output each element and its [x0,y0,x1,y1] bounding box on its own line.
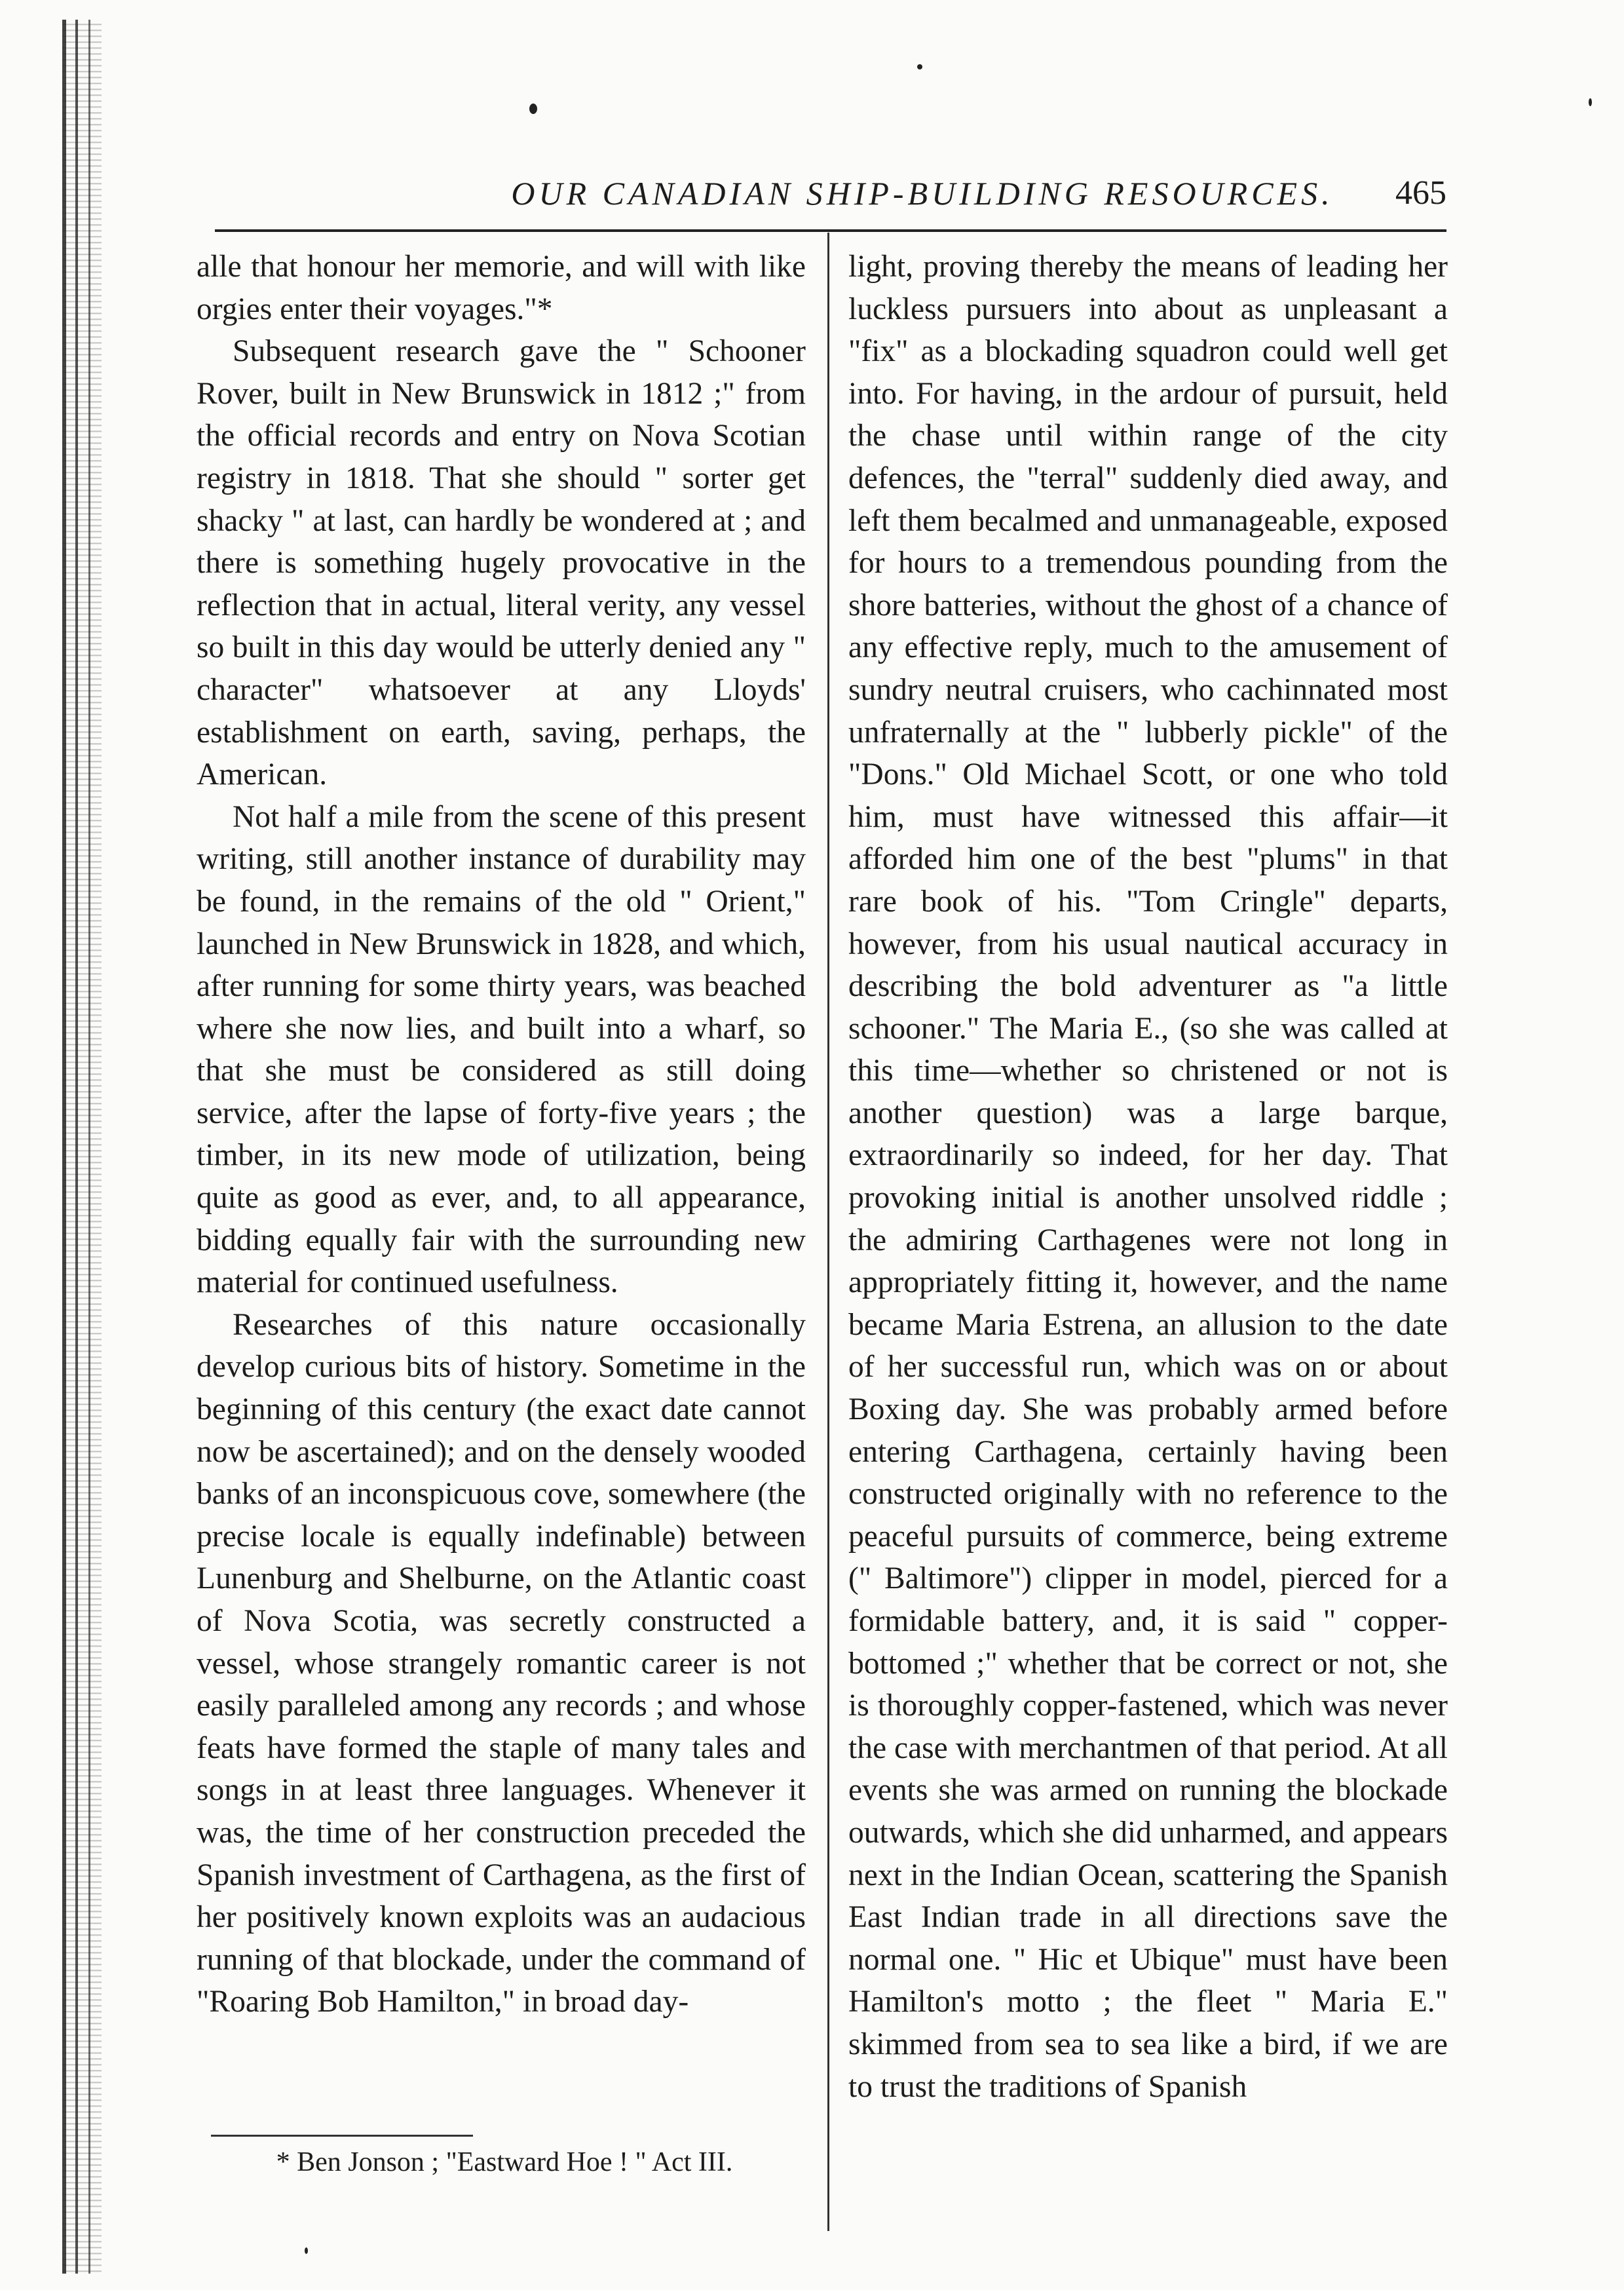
footnote-rule [211,2135,473,2137]
ink-speck [305,2247,308,2254]
ink-speck [917,64,922,69]
left-column [197,246,806,2023]
page-header [215,167,1446,219]
page-number: 465 [1395,174,1446,212]
running-title: OUR CANADIAN SHIP-BUILDING RESOURCES. [511,175,1334,212]
paragraph: Researches of this nature occasionally develop curious bits of history. Sometime in the beginning of this century (the exact date cannot now be ascertained); and on the densely wooded banks of an inconspicuous cove, somewhere (the precise locale is equally indefinable) between Lunenburg and Shelburne, on the Atlantic coast of Nova Scotia, was secretly constructed a vessel, whose strangely romantic career is not easily paralleled among any records ; and whose feats have formed the staple of many tales and songs in at least three languages. Whenever it was, the time of her construction preceded the Spanish investment of Carthagena, as the first of her positively known exploits was an audacious running of that blockade, under the command of "Roaring Bob Hamilton," in broad day- [197,1307,806,2019]
right-column [848,246,1448,2108]
footnote: * Ben Jonson ; "Eastward Hoe ! " Act III. [276,2147,733,2177]
paragraph: alle that honour her memorie, and will with like orgies enter their voyages."* [197,250,806,326]
book-binding-edge [62,20,102,2274]
paragraph: Subsequent research gave the " Schooner Rover, built in New Brunswick in 1812 ;" from the official records and entry on Nova Scotian registry in 1818. That she should " sorter get shacky " at last, can hardly be wondered at ; and there is something hugely provocative in the reflection that in actual, literal verity, any vessel so built in this day would be utterly denied any " character" whatsoever at any Lloyds' establishment on earth, saving, perhaps, the American. [197,334,806,792]
ink-speck [1589,98,1592,106]
ink-speck [529,104,537,114]
header-rule [215,229,1446,232]
column-divider [827,233,829,2231]
paragraph: Not half a mile from the scene of this present writing, still another instance of durability may be found, in the remains of the old " Orient," launched in New Brunswick in 1828, and which, after running for some thirty years, was beached where she now lies, and built into a wharf, so that she must be considered as still doing service, after the lapse of forty-five years ; the timber, in its new mode of utilization, being quite as good as ever, and, to all appearance, bidding equally fair with the surrounding new material for continued usefulness. [197,799,806,1300]
paragraph: light, proving thereby the means of leading her luckless pursuers into about as unpleasant a "fix" as a blockading squadron could well get into. For having, in the ardour of pursuit, held the chase until within range of the city defences, the "terral" suddenly died away, and left them becalmed and unmanageable, exposed for hours to a tremendous pounding from the shore batteries, without the ghost of a chance of any effective reply, much to the amusement of sundry neutral cruisers, who cachinnated most unfraternally at the " lubberly pickle" of the "Dons." Old Michael Scott, or one who told him, must have witnessed this affair—it afforded him one of the best "plums" in that rare book of his. "Tom Cringle" departs, however, from his usual nautical accuracy in describing the bold adventurer as "a little schooner." The Maria E., (so she was called at this time—whether so christened or not is another question) was a large barque, extraordinarily so indeed, for her day. That provoking initial is another unsolved riddle ; the admiring Carthagenes were not long in appropriately fitting it, however, and the name became Maria Estrena, an allusion to the date of her successful run, which was on or about Boxing day. She was probably armed before entering Carthagena, certainly having been constructed originally with no reference to the peaceful pursuits of commerce, being extreme (" Baltimore") clipper in model, pierced for a formidable battery, and, it is said " copper-bottomed ;" whether that be correct or not, she is thoroughly copper-fastened, which was never the case with merchantmen of that period. At all events she was armed on running the blockade outwards, which she did unharmed, and appears next in the Indian Ocean, scattering the Spanish East Indian trade in all directions save the normal one. " Hic et Ubique" must have been Hamilton's motto ; the fleet " Maria E." skimmed from sea to sea like a bird, if we are to trust the traditions of Spanish [848,250,1448,2104]
